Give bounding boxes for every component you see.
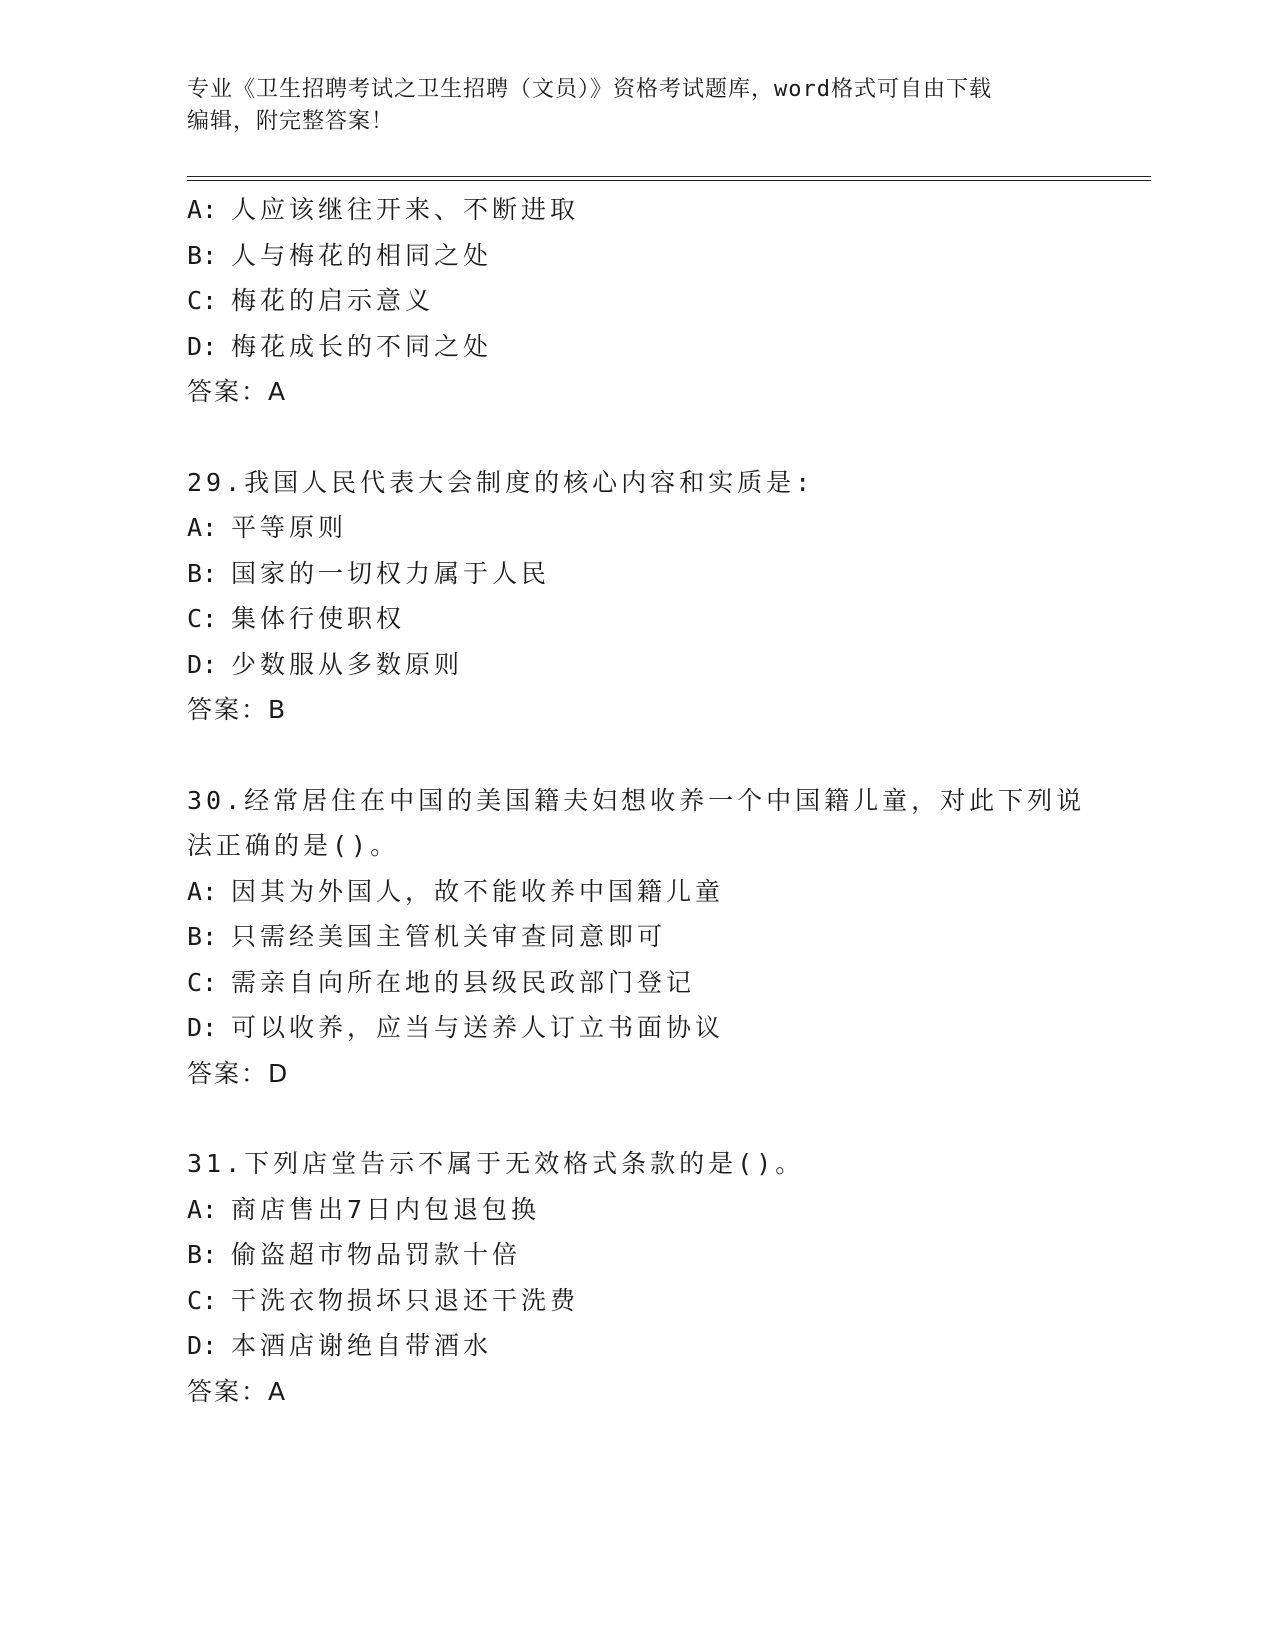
option-a: A: 平等原则: [187, 513, 348, 542]
answer-line: 答案：A: [187, 377, 288, 406]
option-d: D: 梅花成长的不同之处: [187, 331, 493, 361]
option-d: D: 本酒店谢绝自带酒水: [187, 1331, 493, 1360]
option-a: A: 商店售出7日内包退包换: [187, 1194, 541, 1224]
option-c: C: 梅花的启示意义: [187, 286, 435, 315]
answer-line: 答案：A: [187, 1376, 288, 1406]
header-divider: [187, 176, 1151, 181]
answer-line: 答案：B: [187, 695, 288, 724]
question-stem: 29.我国人民代表大会制度的核心内容和实质是:: [187, 467, 815, 497]
option-d: D: 少数服从多数原则: [187, 649, 464, 679]
question-stem-line-2: 法正确的是()。: [187, 831, 400, 860]
question-31: [187, 1141, 1087, 1414]
option-b: B: 人与梅花的相同之处: [187, 240, 493, 270]
document-header: [187, 74, 1067, 138]
question-stem: 31.下列店堂告示不属于无效格式条款的是()。: [187, 1149, 805, 1178]
option-a: A: 因其为外国人，故不能收养中国籍儿童: [187, 876, 725, 906]
header-line-1: 专业《卫生招聘考试之卫生招聘（文员）》资格考试题库，word格式可自由下载: [187, 77, 992, 102]
option-a: A: 人应该继往开来、不断进取: [187, 195, 580, 224]
option-b: B: 偷盗超市物品罚款十倍: [187, 1240, 522, 1269]
header-line-2: 编辑，附完整答案！: [187, 109, 395, 134]
option-c: C: 干洗衣物损坏只退还干洗费: [187, 1285, 580, 1315]
question-30: [187, 778, 1087, 1097]
option-c: C: 需亲自向所在地的县级民政部门登记: [187, 967, 696, 997]
option-b: B: 国家的一切权力属于人民: [187, 558, 551, 588]
option-c: C: 集体行使职权: [187, 604, 406, 633]
option-b: B: 只需经美国主管机关审查同意即可: [187, 922, 667, 951]
question-stem-line-1: 30.经常居住在中国的美国籍夫妇想收养一个中国籍儿童，对此下列说: [187, 785, 1086, 815]
question-28: [187, 187, 1087, 415]
option-d: D: 可以收养，应当与送养人订立书面协议: [187, 1013, 725, 1042]
question-list: [187, 187, 1087, 1414]
answer-line: 答案：D: [187, 1058, 290, 1088]
question-29: [187, 460, 1087, 733]
